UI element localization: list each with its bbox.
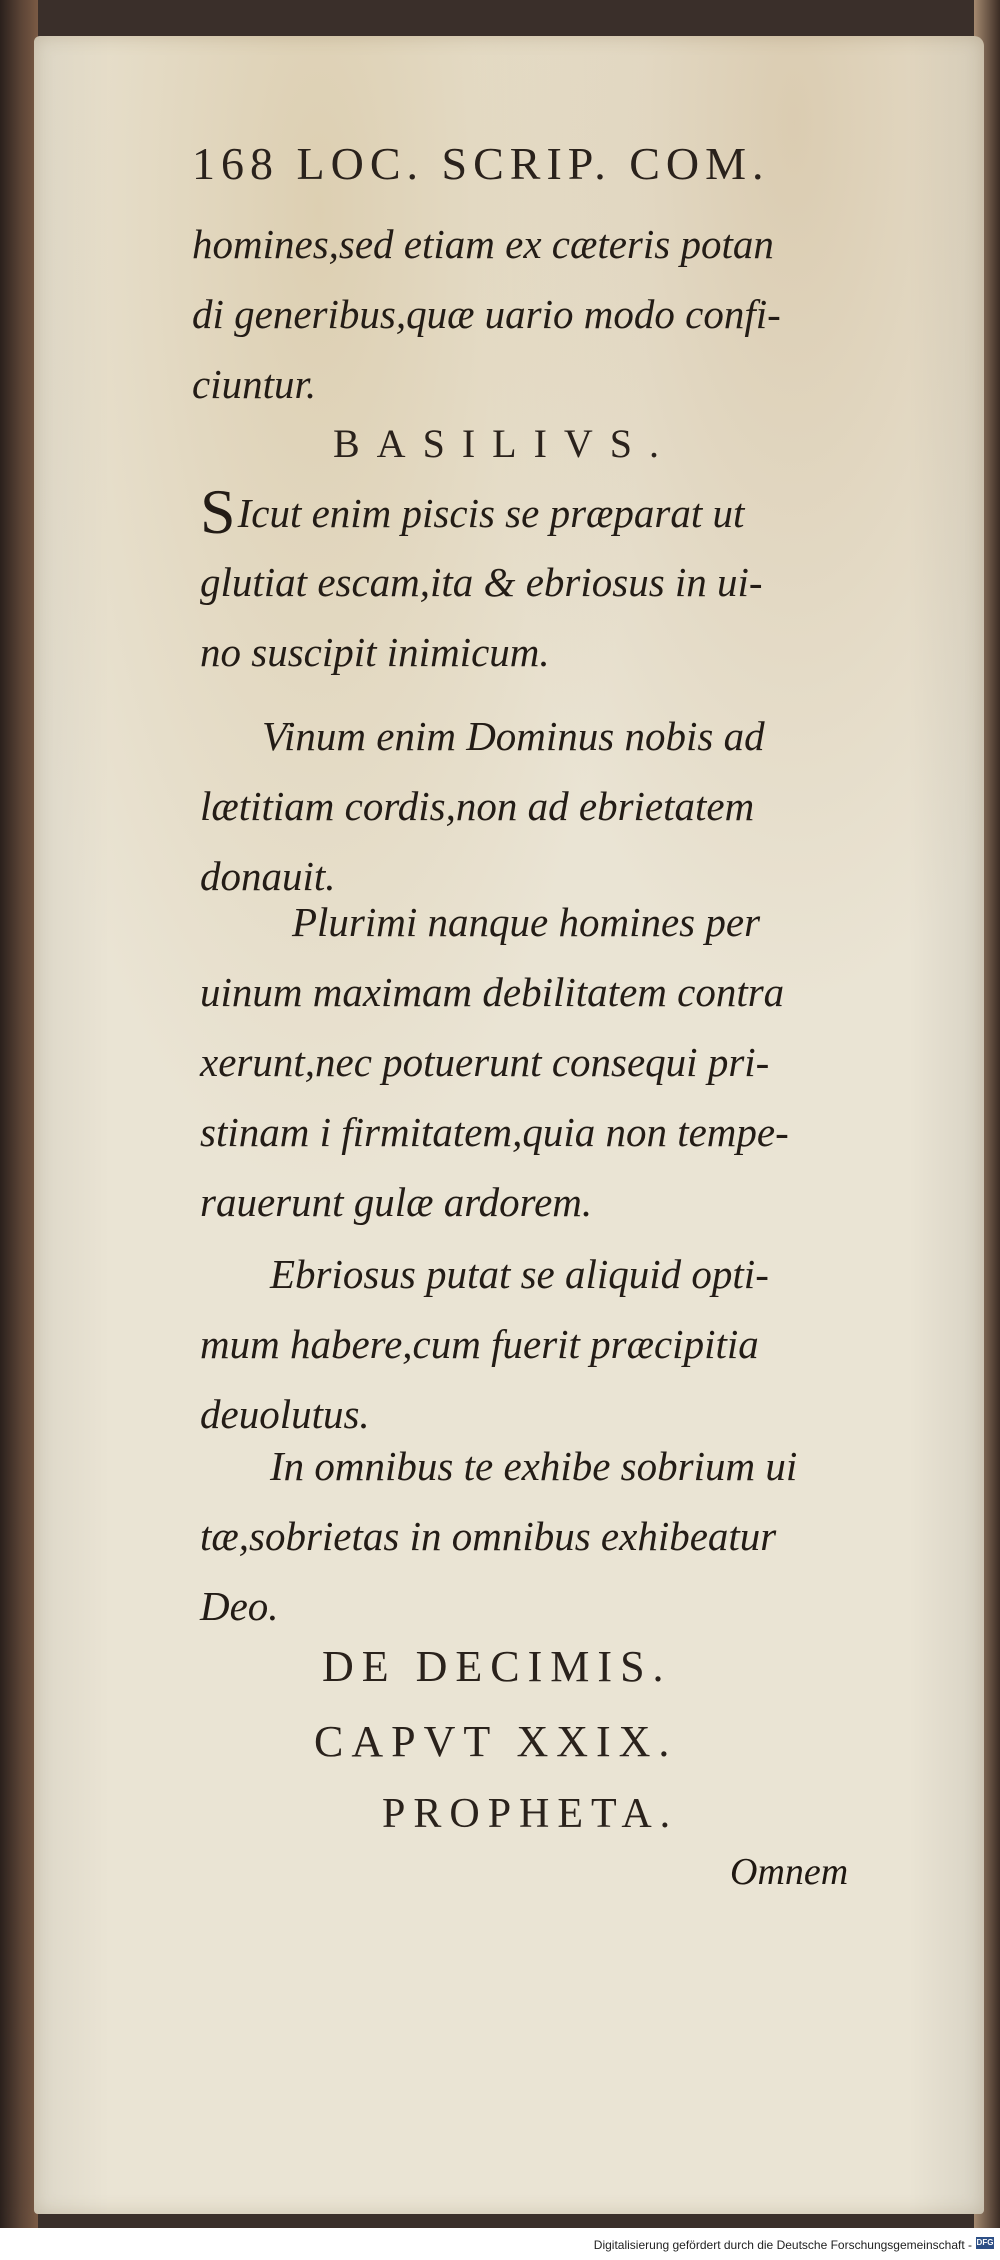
text-line: di generibus,quæ uario modo confi-	[192, 291, 781, 337]
text-line: mum habere,cum fuerit præcipitia	[200, 1321, 759, 1367]
section-heading-decimis: DE DECIMIS.	[322, 1642, 672, 1691]
text-line: xerunt,nec potuerunt consequi pri-	[200, 1039, 770, 1085]
text-line: ciuntur.	[192, 361, 317, 407]
subsection-heading: PROPHETA.	[382, 1791, 679, 1837]
text-line: Icut enim piscis se præparat ut	[237, 490, 745, 536]
text-line-dropcap	[200, 476, 745, 547]
text-line: Ebriosus putat se aliquid opti-	[270, 1251, 769, 1297]
text-line: Plurimi nanque homines per	[292, 899, 761, 945]
dfg-logo: DFG	[976, 2238, 994, 2247]
funding-credit: Digitalisierung gefördert durch die Deutsche Forschungsgemeinschaft -	[593, 2238, 972, 2252]
text-line: uinum maximam debilitatem contra	[200, 969, 785, 1015]
drop-cap: S	[200, 476, 236, 547]
text-line: donauit.	[200, 853, 336, 899]
text-line: rauerunt gulæ ardorem.	[200, 1179, 593, 1225]
text-line: In omnibus te exhibe sobrium ui	[270, 1443, 798, 1489]
text-line: Vinum enim Dominus nobis ad	[262, 713, 765, 759]
chapter-heading: CAPVT XXIX.	[314, 1717, 678, 1766]
text-line: Deo.	[200, 1583, 279, 1629]
text-line: homines,sed etiam ex cæteris potan	[192, 221, 774, 267]
text-line: lætitiam cordis,non ad ebrietatem	[200, 783, 755, 829]
page-heading: 168 LOC. SCRIP. COM.	[192, 138, 770, 189]
text-line: tæ,sobrietas in omnibus exhibeatur	[200, 1513, 777, 1559]
text-line: no suscipit inimicum.	[200, 629, 550, 675]
text-line: stinam i firmitatem,quia non tempe-	[200, 1109, 789, 1155]
text-line: deuolutus.	[200, 1391, 370, 1437]
book-spine-left	[0, 0, 38, 2228]
catchword: Omnem	[730, 1851, 849, 1893]
section-heading-basilius: BASILIVS.	[333, 421, 677, 466]
text-line: glutiat escam,ita & ebriosus in ui-	[200, 559, 763, 605]
